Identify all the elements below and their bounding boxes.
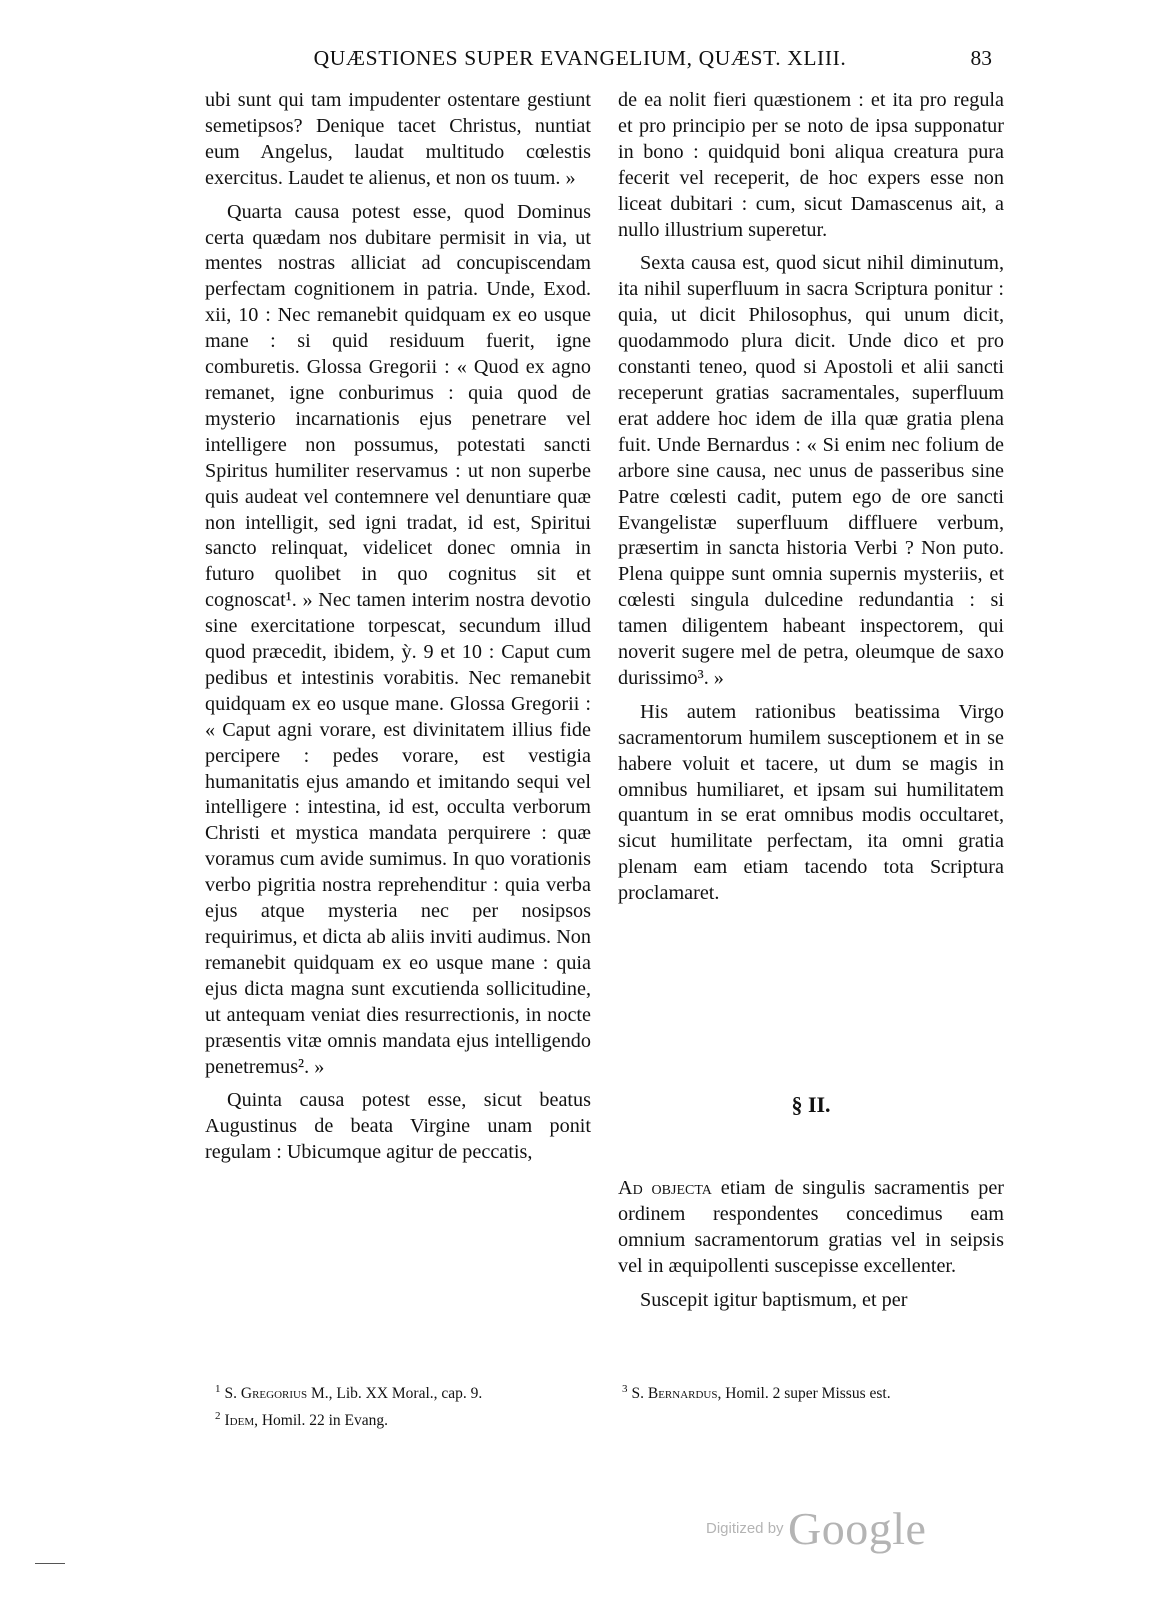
lead-words: Ad objecta (618, 1177, 712, 1199)
footnote (215, 1405, 615, 1432)
footnote-text: , Homil. 2 super Missus est. (717, 1385, 891, 1403)
watermark-prefix: Digitized by (706, 1520, 784, 1537)
paragraph-text: etiam de singulis sacramentis per ordinem respondentes concedimus eam omnium sacramentorum gratias vel in seipsis vel in æquipollenti suscepisse excellenter. (618, 1177, 1005, 1277)
digitized-watermark (706, 1502, 926, 1555)
footnote-text: M., Lib. XX Moral., cap. 9. (310, 1385, 483, 1403)
paragraph: ubi sunt qui tam impudenter ostentare gestiunt semetipsos? Denique tacet Christus, nuntiat eum Angelus, laudat multitudo cœlestis exercitus. Laudet te alienus, et non os tuum. » (205, 89, 591, 189)
right-column (618, 88, 1004, 907)
paragraph: His autem rationibus beatissima Virgo sacramentorum humilem susceptionem et in se habere voluit et tacere, ut dum se magis in omnibus humiliaret, et ipsam sui humilitatem quantum in se erat omnibus modis occultaret, sicut humilitate perfectam, ita omni gratia plenam eam etiam tacendo tota Scriptura proclamaret. (618, 700, 1004, 905)
footnote-text: , Homil. 22 in Evang. (254, 1412, 389, 1430)
footnote-mark: 3 (622, 1383, 628, 1395)
left-column (205, 88, 591, 1166)
footnote-author: S. Gregorius (224, 1385, 308, 1403)
footnote-mark: 2 (215, 1410, 221, 1423)
footnotes-left (215, 1378, 615, 1432)
paragraph: Quinta causa potest esse, sicut beatus Augustinus de beata Virgine unam ponit regulam : Ubicumque agitur de peccatis, (205, 1089, 591, 1164)
running-title: QUÆSTIONES SUPER EVANGELIUM, QUÆST. XLIII. (313, 46, 847, 70)
footnote-author: S. Bernardus (631, 1385, 718, 1403)
paragraph: de ea nolit fieri quæstionem : et ita pro regula et pro principio per se noto de ipsa supponatur in bono : quidquid boni aliqua creatura pura fecerit vel receperit, de hoc expers esse non liceat dubitari : cum, sicut Damascenus ait, a nullo illustrium superetur. (618, 89, 1004, 241)
footnotes-right (622, 1378, 1022, 1405)
paragraph: Sexta causa est, quod sicut nihil diminutum, ita nihil superfluum in sacra Scriptura ponitur : quia, ut dicit Philosophus, qui unum dicit, quodammodo plura dicit. Unde dico et pro constanti teneo, quod si Apostoli et alii sancti receperunt gratias sacramentales, superfluum erat addere hoc idem de illa quæ gratia plena fuit. Unde Bernardus : « Si enim nec folium de arbore sine causa, nec unus de passeribus sine Patre cœlesti cadit, putem ego de ore sancti Evangelistæ superfluum diffluere verbum, præsertim in sancta historia Verbi ? Non puto. Plena quippe sunt omnia supernis mysteriis, et cœlesti singula dulcedine redundantia : si tamen diligentem habeant inspectorem, qui noverit sugere mel de petra, oleumque de saxo durissimo³. » (618, 252, 1004, 689)
scan-edge-mark (35, 1563, 65, 1564)
paragraph: Suscepit igitur baptismum, et per (640, 1288, 908, 1311)
footnote-author: Idem (224, 1412, 255, 1430)
paragraph: Quarta causa potest esse, quod Dominus certa quædam nos dubitare permisit in via, ut mentes nostras alliciat ad concupiscendam perfectam cognitionem in patria. Unde, Exod. xii, 10 : Nec remanebit quidquam ex eo usque mane : si quid residuum fuerit, igne comburetis. Glossa Gregorii : « Quod ex agno remanet, igne conburimus : quia quod de mysterio incarnationis ejus penetrare vel intelligere non possumus, potestati sancti Spiritus humiliter reservamus : ut non superbe quis audeat vel contemnere vel denuntiare quæ non intelligit, sed igni tradat, id est, Spiritui sancto relinquat, videlicet donec omnia in futuro quolibet in quo cognitus sit et cognoscat¹. » Nec tamen interim nostra devotio sine exercitatione torpescat, secundum illud quod præcedit, ibidem, ỳ. 9 et 10 : Caput cum pedibus et intestinis vorabitis. Nec remanebit quidquam ex eo usque mane. Glossa Gregorii : « Caput agni vorare, est divinitatem illius fide percipere : pedes vorare, est vestigia humanitatis ejus amando et imitando sequi vel intelligere : intestina, id est, occulta verborum Christi et mystica mandata perquirere : quæ voramus cum avide sumimus. In quo vorationis verbo pigritia nostra reprehenditur : quia verba ejus atque mysteria nec per nosipsos requirimus, et dicta ab aliis inviti audimus. Non remanebit quidquam ex eo usque mane : quia ejus dicta magna sunt excutienda sollicitudine, ut antequam veniat dies resurrectionis, in nocte præsentis vitæ omnis mandata ejus intelligendo penetremus². » (205, 200, 591, 1078)
footnote (215, 1378, 615, 1405)
section-heading: § II. (791, 1092, 831, 1117)
page-number: 83 (970, 46, 992, 70)
google-logo: Google (788, 1503, 927, 1554)
section-body (618, 1176, 1004, 1314)
footnote (622, 1378, 1022, 1405)
paragraph (618, 1176, 1004, 1280)
footnote-mark: 1 (215, 1383, 221, 1395)
